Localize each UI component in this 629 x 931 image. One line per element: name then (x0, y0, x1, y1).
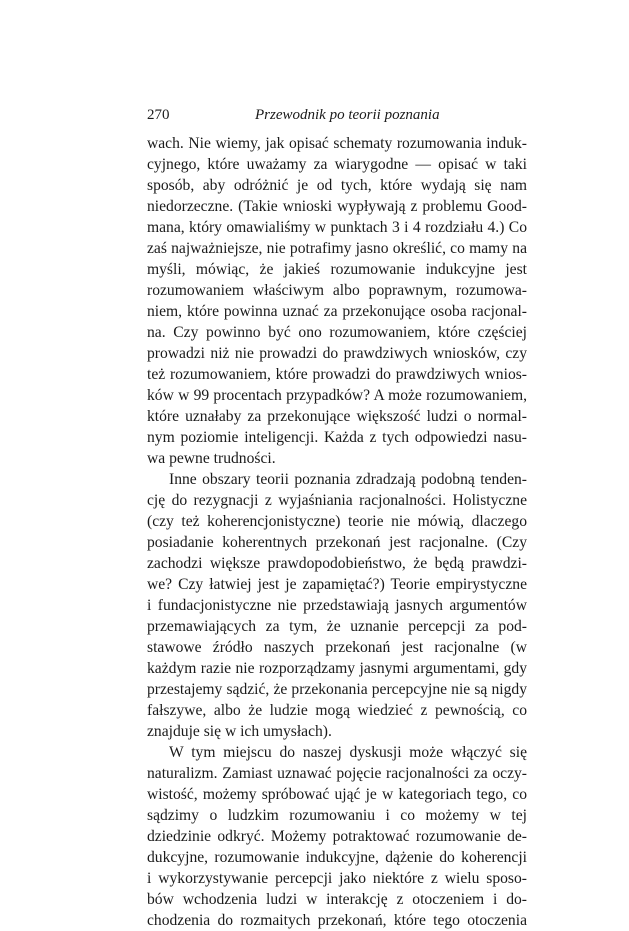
text-line: nym poziomie inteligencji. Każda z tych odpowiedzi nasu- (147, 429, 527, 446)
text-line: wach. Nie wiemy, jak opisać schematy rozumowania induk- (147, 135, 527, 152)
text-line: (czy też koherencjonistyczne) teorie nie mówią, dlaczego (147, 513, 527, 530)
text-line: mana, który omawialiśmy w punktach 3 i 4 rozdziału 4.) Co (147, 219, 527, 236)
text-line: prowadzi niż nie prowadzi do prawdziwych wniosków, czy (147, 345, 527, 362)
text-line: też rozumowaniem, które prowadzi do prawdziwych wnios- (147, 366, 527, 383)
text-line: i wykorzystywanie percepcji jako niektóre z wielu sposo- (147, 870, 527, 887)
text-line: fałszywe, albo że ludzie mogą wiedzieć z pewnością, co (147, 702, 527, 719)
running-title: Przewodnik po teorii poznania (255, 107, 440, 123)
text-line: cyjnego, które uważamy za wiarygodne — opisać w taki (147, 156, 527, 173)
text-line: niem, które powinna uznać za przekonujące osoba racjonal- (147, 303, 527, 320)
text-line: każdym razie nie rozporządzamy jasnymi argumentami, gdy (147, 660, 527, 677)
text-line: bów wchodzenia ludzi w interakcję z otoczeniem i do- (147, 891, 527, 908)
paragraph-start-line: W tym miejscu do naszej dyskusji może włączyć się (169, 744, 527, 761)
text-line: wistość, możemy spróbować ująć je w kategoriach tego, co (147, 786, 527, 803)
paragraph-start-line: Inne obszary teorii poznania zdradzają podobną tenden- (169, 471, 527, 488)
text-line: myśli, mówiąc, że jakieś rozumowanie indukcyjne jest (147, 261, 527, 278)
text-line: cję do rezygnacji z wyjaśniania racjonalności. Holistyczne (147, 492, 527, 509)
text-line: zachodzi większe prawdopodobieństwo, że będą prawdzi- (147, 555, 527, 572)
text-line: sądzimy o ludzkim rozumowaniu i co możemy w tej (147, 807, 527, 824)
page-number: 270 (147, 107, 170, 123)
text-line: i fundacjonistyczne nie przedstawiają jasnych argumentów (147, 597, 527, 614)
text-line: ków w 99 procentach przypadków? A może rozumowaniem, (147, 387, 527, 404)
paragraph-end-line: wa pewne trudności. (147, 450, 276, 467)
text-line: posiadanie koherentnych przekonań jest racjonalne. (Czy (147, 534, 527, 551)
text-line: na. Czy powinno być ono rozumowaniem, które częściej (147, 324, 527, 341)
text-line: przestajemy sądzić, że przekonania percepcyjne nie są nigdy (147, 681, 527, 698)
text-line: dziedzinie odkryć. Możemy potraktować rozumowanie de- (147, 828, 527, 845)
text-line: stawowe źródło naszych przekonań jest racjonalne (w (147, 639, 527, 656)
text-line: dukcyjne, rozumowanie indukcyjne, dążenie do koherencji (147, 849, 527, 866)
text-line: we? Czy łatwiej jest je zapamiętać?) Teorie empirystyczne (147, 576, 527, 593)
text-line: chodzenia do rozmaitych przekonań, które tego otoczenia (147, 912, 527, 929)
running-header (147, 107, 527, 127)
text-line: niedorzeczne. (Takie wnioski wypływają z problemu Good- (147, 198, 527, 215)
paragraph-end-line: znajduje się w ich umysłach). (147, 723, 332, 740)
text-line: które uznałaby za przekonujące większość ludzi o normal- (147, 408, 527, 425)
body-text (147, 133, 527, 931)
text-line: zaś najważniejsze, nie potrafimy jasno określić, co mamy na (147, 240, 527, 257)
text-line: naturalizm. Zamiast uznawać pojęcie racjonalności za oczy- (147, 765, 527, 782)
text-line: przemawiających za tym, że uznanie percepcji za pod- (147, 618, 527, 635)
text-line: sposób, aby odróżnić je od tych, które wydają się nam (147, 177, 527, 194)
text-line: rozumowaniem właściwym albo poprawnym, rozumowa- (147, 282, 527, 299)
